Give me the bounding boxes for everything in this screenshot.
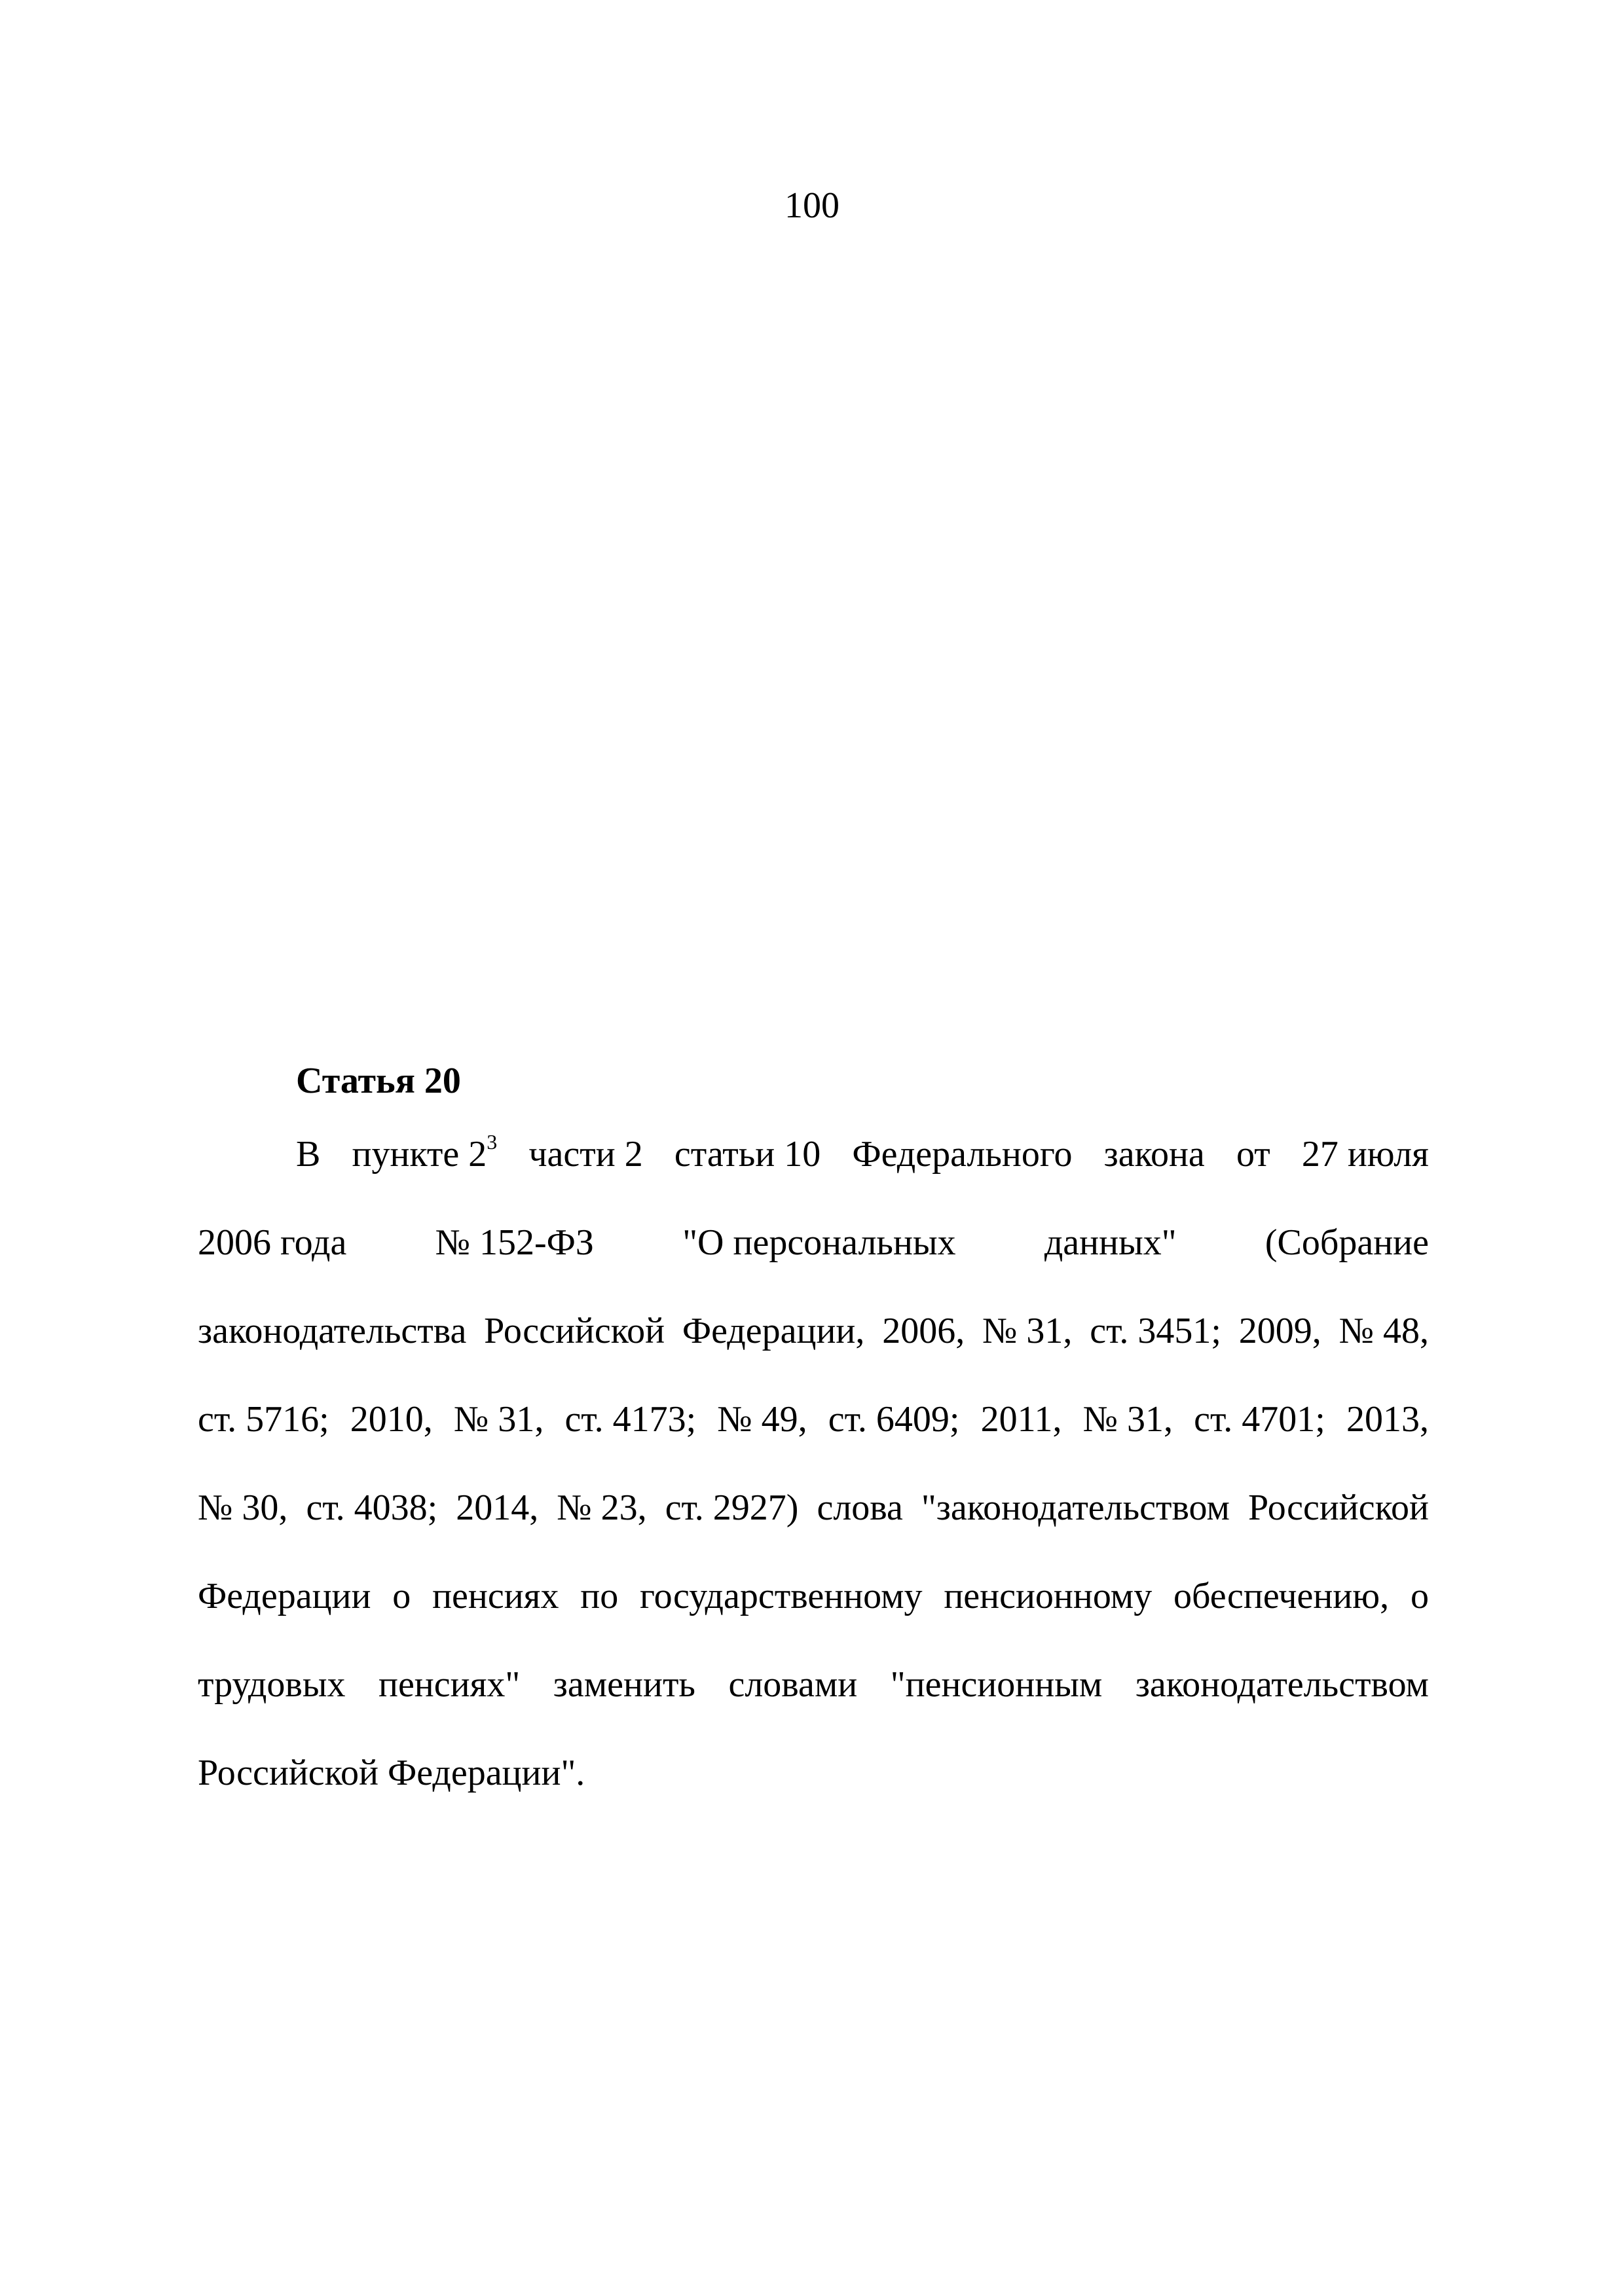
body-word: ст. 5716; xyxy=(198,1399,329,1440)
body-word: законодательства xyxy=(198,1311,467,1351)
body-word: пункте $2^3$ xyxy=(352,1130,498,1175)
body-word: 2006 года xyxy=(198,1222,347,1263)
body-word: о xyxy=(1410,1576,1429,1616)
body-word: 27 июля xyxy=(1301,1134,1429,1175)
body-word: ст. 2927) xyxy=(665,1487,799,1528)
body-word: Российской xyxy=(484,1311,665,1351)
body-word: № 31, xyxy=(1082,1399,1173,1440)
body-word: пенсионному xyxy=(944,1576,1153,1616)
body-line-5 xyxy=(198,1485,1429,1573)
body-word: трудовых xyxy=(198,1664,346,1705)
body-word: пенсиях xyxy=(432,1576,559,1616)
body-word: ст. 6409; xyxy=(828,1399,960,1440)
body-line-8: Российской Федерации". xyxy=(198,1753,585,1793)
body-word: ст. 3451; xyxy=(1090,1311,1221,1351)
body-word: Федерального xyxy=(852,1134,1073,1175)
body-word: слова xyxy=(817,1487,903,1528)
body-word: о xyxy=(392,1576,411,1616)
body-word: Федерации, xyxy=(682,1311,865,1351)
body-word: № 48, xyxy=(1338,1311,1429,1351)
body-word: обеспечению, xyxy=(1173,1576,1390,1616)
body-word: 2010, xyxy=(350,1399,433,1440)
body-word: 2014, xyxy=(456,1487,539,1528)
body-word: Российской xyxy=(1247,1487,1429,1528)
body-word: статьи 10 xyxy=(674,1134,821,1175)
body-word: № 30, xyxy=(198,1487,288,1528)
body-word: В xyxy=(296,1134,321,1175)
body-word: "О персональных xyxy=(682,1222,956,1263)
body-word: закона xyxy=(1103,1134,1205,1175)
body-word: пенсиях" xyxy=(378,1664,521,1705)
article-title: Статья 20 xyxy=(296,1061,461,1101)
body-word: № 31, xyxy=(982,1311,1073,1351)
superscript: 3 xyxy=(487,1130,498,1154)
body-word: 2011, xyxy=(980,1399,1062,1440)
body-word: ст. 4038; xyxy=(306,1487,438,1528)
body-word: 2013, xyxy=(1346,1399,1429,1440)
body-word: ст. 4173; xyxy=(564,1399,697,1440)
body-word: 2009, xyxy=(1238,1311,1321,1351)
article-20 xyxy=(198,1058,1429,1838)
body-word: (Собрание xyxy=(1264,1222,1429,1263)
body-word: № 49, xyxy=(717,1399,807,1440)
page-number: 100 xyxy=(784,185,840,226)
body-word: словами xyxy=(728,1664,858,1705)
body-word: законодательством xyxy=(1135,1664,1429,1705)
body-line-6 xyxy=(198,1573,1429,1662)
body-word: от xyxy=(1236,1134,1270,1175)
body-line-1 xyxy=(198,1131,1429,1220)
body-word: по xyxy=(580,1576,619,1616)
body-word: Федерации xyxy=(198,1576,371,1616)
body-line-3 xyxy=(198,1308,1429,1396)
body-word: части 2 xyxy=(528,1134,643,1175)
body-word: № 31, xyxy=(453,1399,544,1440)
body-line-4 xyxy=(198,1396,1429,1485)
body-line-7 xyxy=(198,1662,1429,1750)
body-word: государственному xyxy=(640,1576,923,1616)
body-word: 2006, xyxy=(882,1311,965,1351)
body-word: "законодательством xyxy=(921,1487,1230,1528)
body-line-2 xyxy=(198,1220,1429,1308)
body-word: данных" xyxy=(1044,1222,1177,1263)
body-word: № 152-ФЗ xyxy=(435,1222,594,1263)
body-word: заменить xyxy=(553,1664,695,1705)
body-word: ст. 4701; xyxy=(1194,1399,1325,1440)
body-word: "пенсионным xyxy=(890,1664,1103,1705)
body-word: № 23, xyxy=(557,1487,647,1528)
